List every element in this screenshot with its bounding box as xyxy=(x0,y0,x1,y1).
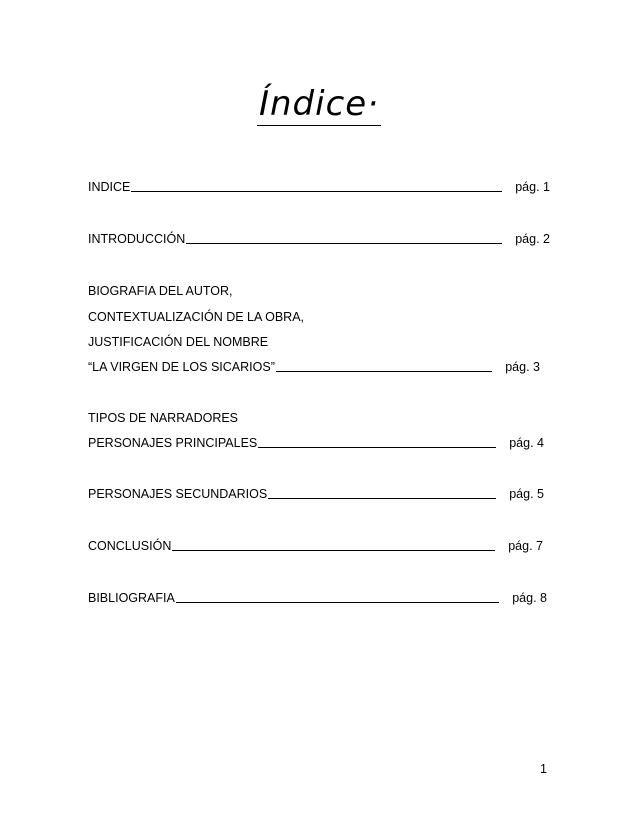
toc-page: pág. 7 xyxy=(508,539,543,553)
toc-label: PERSONAJES PRINCIPALES xyxy=(88,436,258,450)
toc-entry-bibliografia xyxy=(88,590,547,606)
index-title-block xyxy=(0,84,638,126)
leader-line xyxy=(242,447,496,448)
toc-line: JUSTIFICACIÓN DEL NOMBRE xyxy=(88,335,269,349)
toc-label: PERSONAJES SECUNDARIOS xyxy=(88,487,268,501)
toc-line: TIPOS DE NARRADORES xyxy=(88,411,239,425)
toc-page: pág. 8 xyxy=(512,591,547,605)
toc-label: INTRODUCCIÓN xyxy=(88,232,186,246)
toc-label: INDICE xyxy=(88,180,131,194)
toc-entry-indice xyxy=(88,179,550,195)
toc-page: pág. 3 xyxy=(505,360,540,374)
toc-label: “LA VIRGEN DE LOS SICARIOS” xyxy=(88,360,275,374)
toc-entry-principales xyxy=(88,435,544,451)
toc-line: BIOGRAFIA DEL AUTOR, xyxy=(88,284,233,298)
toc-line: CONTEXTUALIZACIÓN DE LA OBRA, xyxy=(88,310,305,324)
leader-line xyxy=(258,371,492,372)
toc-page: pág. 1 xyxy=(515,180,550,194)
toc-label: BIBLIOGRAFIA xyxy=(88,591,175,605)
leader-line xyxy=(168,602,499,603)
toc-page: pág. 2 xyxy=(515,232,550,246)
toc-entry-virgen xyxy=(88,359,540,375)
leader-line xyxy=(176,243,502,244)
page-number: 1 xyxy=(540,762,547,776)
toc-page: pág. 5 xyxy=(509,487,544,501)
toc-entry-introduccion xyxy=(88,231,550,247)
toc-page: pág. 4 xyxy=(509,436,544,450)
toc-label: CONCLUSIÓN xyxy=(88,539,172,553)
index-title: Índice· xyxy=(258,84,380,124)
leader-line xyxy=(126,191,502,192)
leader-line xyxy=(254,498,496,499)
toc-entry-conclusion xyxy=(88,538,543,554)
toc-entry-secundarios xyxy=(88,486,544,502)
leader-line xyxy=(164,550,495,551)
